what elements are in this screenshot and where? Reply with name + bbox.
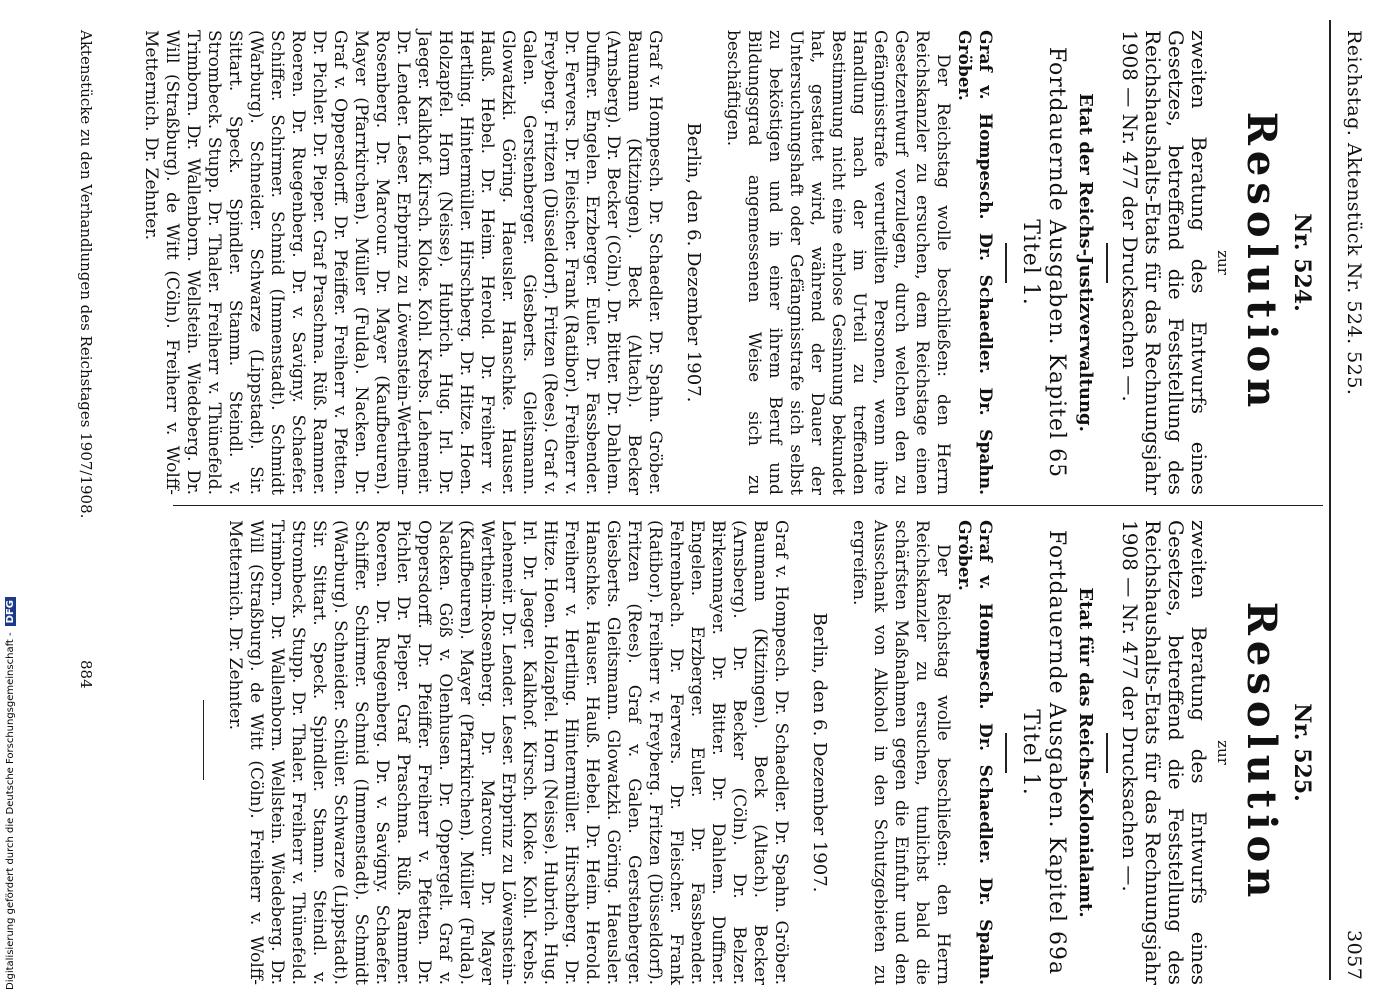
footer-page-number: 884 bbox=[77, 660, 95, 689]
divider bbox=[1106, 243, 1108, 283]
column-nr-525 bbox=[203, 520, 1315, 985]
intro-text: zweiten Beratung des Entwurfs eines Gesetzes, betreffend die Feststellung des Reichshaushalts-Etats für das Rechnungsjahr 1908 — Nr. 477 der Drucksachen —. bbox=[1118, 520, 1211, 985]
divider bbox=[1005, 243, 1007, 283]
motion-text: Der Reichstag wolle beschließen: den Herrn Reichskanzler zu ersuchen, tunlichst bald die schärfsten Maßnahmen gegen die Einfuhr und den Ausschank von Alkohol in den Schutzgebieten zu ergreifen. bbox=[849, 520, 953, 985]
end-rule bbox=[203, 700, 204, 780]
dfg-logo: DFG bbox=[5, 597, 16, 626]
divider bbox=[1005, 733, 1007, 773]
signatories: Graf v. Hompesch. Dr. Schaedler. Dr. Spahn. Gröber. Baumann (Kitzingen). Beck (Altach). Becker (Arnsberg). Dr. Becker (Cöln). Dr. Bitter. Dr. Dahlem. Duffner. Engelen. Erzberger. Euler. Dr. Fassbender. Dr. Fervers. Dr. Fleischer. Frank (Ratibor). Freiherr v. Freyberg. Fritzen (Düsseldorf). Fritzen (Rees). Graf v. Galen. Gerstenberger. Giesberts. Gleitsmann. Glowatzki. Göring. Haeusler. Hanschke. Hauser. Hauß. Hebel. Dr. Heim. Herold. Dr. Freiherr v. Hertling. Hintermüller. Hirschberg. Dr. Hitze. Hoen. Holzapfel. Horn (Neisse). Hubrich. Hug. Irl. Dr. Jaeger. Kalkhof. Kirsch. Kloke. Kohl. Krebs. Lehemeir. Dr. Lender. Leser. Erbprinz zu Löwenstein-Wertheim-Rosenberg. Dr. Marcour. Dr. Mayer (Kaufbeuren). Mayer (Pfarrkirchen). Müller (Fulda). Nacken. Dr. Graf v. Oppersdorff. Dr. Pfeiffer. Freiherr v. Pfetten. Dr. Pichler. Dr. Pieper. Graf Praschma. Rüß. Rammer. Roeren. Dr. Ruegenberg. Dr. v. Savigny. Schaefer. Schiffer. Schirmer. Schmid (Immenstadt). Schmidt (Warburg). Schneider. Schwarze (Lippstadt). Sir. Sittart. Speck. Spindler. Stamm. Steindl. v. Strombeck. Stupp. Dr. Thaler. Freiherr v. Thünefeld. Trimborn. Dr. Wallenborn. Wellstein. Wiedeberg. Dr. Will (Straßburg). de Witt (Cöln). Freiherr v. Wolff-Metternich. Dr. Zehnter. bbox=[141, 30, 665, 495]
title-connector: zur bbox=[1214, 740, 1232, 765]
signatories: Graf v. Hompesch. Dr. Schaedler. Dr. Spahn. Gröber. Baumann (Kitzingen). Beck (Altach). Becker (Arnsberg). Dr. Becker (Cöln). Dr. Belzer. Birkenmayer. Dr. Bitter. Dr. Dahlem. Duffner. Engelen. Erzberger. Euler. Dr. Fassbender. Fehrenbach. Dr. Fervers. Dr. Fleischer. Frank (Ratibor). Freiherr v. Freyberg. Fritzen (Düsseldorf). Fritzen (Rees). Graf v. Galen. Gerstenberger. Giesberts. Gleitsmann. Glowatzki. Göring. Haeusler. Hanschke. Hauser. Hauß. Hebel. Dr. Heim. Herold. Freiherr v. Hertling. Hintermüller. Hirschberg. Dr. Hitze. Hoen. Holzapfel. Horn (Neisse). Hubrich. Hug. Irl. Dr. Jaeger. Kalkhof. Kirsch. Kloke. Kohl. Krebs. Lehemeir. Dr. Lender. Leser. Erbprinz zu Löwenstein-Wertheim-Rosenberg. Dr. Marcour. Dr. Mayer (Kaufbeuren). Mayer (Pfarrkirchen). Müller (Fulda). Nacken. Göß v. Olenhusen. Dr. Oppergelt. Graf v. Oppersdorff. Dr. Pfeiffer. Freiherr v. Pfetten. Dr. Pichler. Dr. Pieper. Graf Praschma. Rüß. Rammer. Roeren. Dr. Ruegenberg. Dr. v. Savigny. Schaefer. Schiffer. Schirmer. Schmid (Immenstadt). Schmidt (Warburg). Schneider. Schüler. Schwarze (Lippstadt). Sir. Sittart. Speck. Spindler. Stamm. Steindl. v. Strombeck. Stupp. Dr. Thaler. Freiherr v. Thünefeld. Trimborn. Dr. Wallenborn. Wellstein. Wiedeberg. Dr. Will (Straßburg). de Witt (Cöln). Freiherr v. Wolff-Metternich. Dr. Zehnter. bbox=[225, 520, 791, 985]
title-connector: zur bbox=[1214, 250, 1232, 275]
divider bbox=[1106, 733, 1108, 773]
digitization-label: Digitalisierung gefördert durch die Deutsche Forschungsgemeinschaft - bbox=[5, 632, 16, 990]
document-title: Resolution bbox=[1238, 601, 1285, 904]
header-page-number: 3057 bbox=[1343, 930, 1365, 981]
column-rule bbox=[173, 505, 1323, 506]
document-number: Nr. 524. bbox=[1289, 213, 1315, 312]
section-heading: Etat der Reichs-Justizverwaltung. bbox=[1075, 93, 1096, 432]
intro-text: zweiten Beratung des Entwurfs eines Gesetzes, betreffend die Feststellung des Reichshaushalts-Etats für das Rechnungsjahr 1908 — Nr. 477 der Drucksachen —. bbox=[1118, 30, 1211, 495]
running-footer: Aktenstücke zu den Verhandlungen des Reichstages 1907/1908. bbox=[77, 30, 95, 519]
column-nr-524 bbox=[140, 30, 1315, 495]
subsection-heading: Fortdauernde Ausgaben. Kapitel 65 Titel 1. bbox=[1018, 46, 1069, 479]
header-rule bbox=[1329, 20, 1331, 980]
date-line: Berlin, den 6. Dezember 1907. bbox=[809, 612, 830, 893]
motion-text: Der Reichstag wolle beschließen: den Herrn Reichskanzler zu ersuchen, dem Reichstage einen Gesetzentwurf vorzulegen, durch welchen den zu Gefängnisstrafe verurteilten Personen, wenn ihre Handlung nach der im Urteil zu treffenden Bestimmung nicht eine ehrlose Gesinnung bekundet hat, gestattet wird, während der Dauer der Untersuchungshaft oder Gefängnisstrafe sich selbst zu beköstigen und in einer ihrem Beruf und Bildungsgrad angemessenen Weise sich zu beschäftigen. bbox=[723, 30, 953, 495]
document-title: Resolution bbox=[1238, 111, 1285, 414]
date-line: Berlin, den 6. Dezember 1907. bbox=[683, 122, 704, 403]
section-heading: Etat für das Reichs-Kolonialamt. bbox=[1075, 587, 1096, 918]
digitization-note bbox=[0, 0, 26, 1000]
motion-lead: Graf v. Hompesch. Dr. Schaedler. Dr. Spahn. Gröber. bbox=[954, 30, 995, 495]
digitization-text bbox=[5, 597, 16, 990]
running-header: Reichstag. Aktenstück Nr. 524. 525. bbox=[1343, 30, 1365, 396]
document-number: Nr. 525. bbox=[1289, 703, 1315, 802]
subsection-heading: Fortdauernde Ausgaben. Kapitel 69a Titel 1. bbox=[1018, 529, 1069, 976]
motion-lead: Graf v. Hompesch. Dr. Schaedler. Dr. Spahn. Gröber. bbox=[954, 520, 995, 985]
